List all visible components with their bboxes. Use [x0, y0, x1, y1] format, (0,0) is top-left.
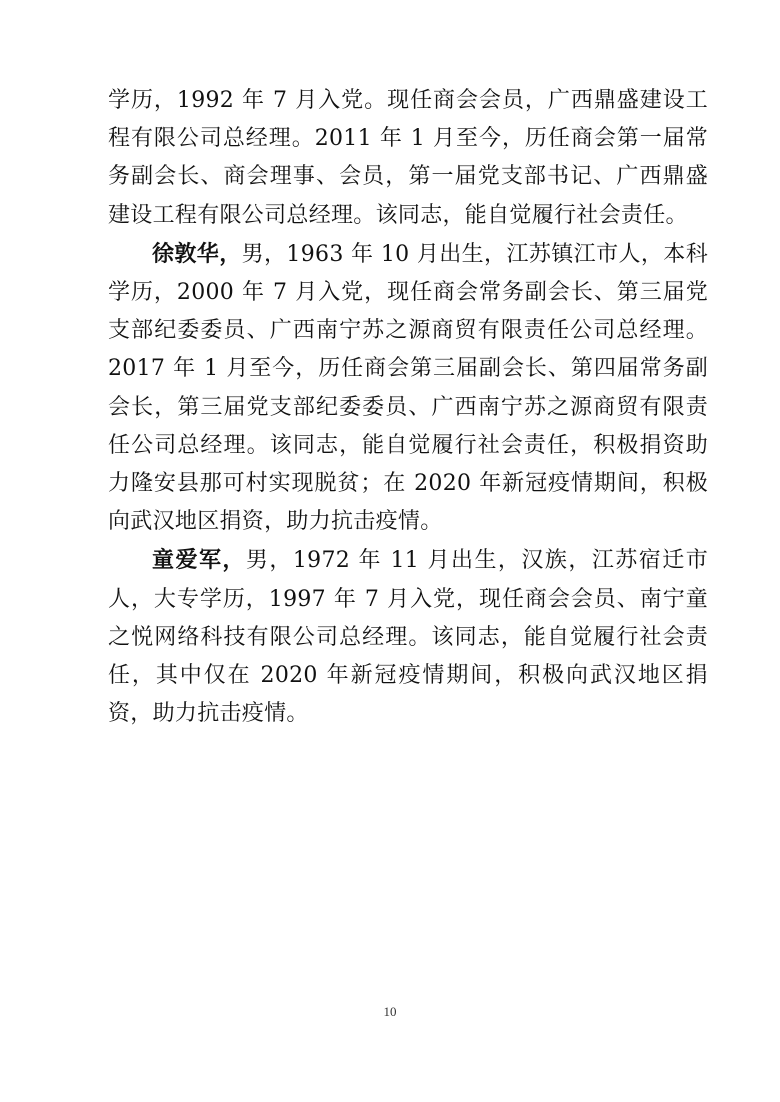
paragraph-continuation [108, 82, 708, 235]
paragraph-profile-tong-aijun [108, 541, 708, 733]
document-body [108, 82, 708, 733]
person-name: 童爱军， [152, 547, 246, 574]
paragraph-text: 学历，1992 年 7 月入党。现任商会会员，广西鼎盛建设工程有限公司总经理。2011 年 1 月至今，历任商会第一届常务副会长、商会理事、会员，第一届党支部书记、广西鼎盛建设工程有限公司总经理。该同志，能自觉履行社会责任。 [108, 88, 708, 228]
page-number: 10 [383, 1004, 397, 1019]
paragraph-profile-xu-dunhua [108, 235, 708, 542]
paragraph-text: 男，1972 年 11 月出生，汉族，江苏宿迁市人，大专学历，1997 年 7 月入党，现任商会会员、南宁童之悦网络科技有限公司总经理。该同志，能自觉履行社会责任，其中仅在 2020 年新冠疫情期间，积极向武汉地区捐资，助力抗击疫情。 [108, 548, 709, 727]
person-name: 徐敦华， [152, 240, 242, 267]
paragraph-text: 男，1963 年 10 月出生，江苏镇江市人，本科学历，2000 年 7 月入党，现任商会常务副会长、第三届党支部纪委委员、广西南宁苏之源商贸有限责任公司总经理。2017 年 1 月至今，历任商会第三届副会长、第四届常务副会长，第三届党支部纪委委员、广西南宁苏之源商贸有限责任公司总经理。该同志，能自觉履行社会责任，积极捐资助力隆安县那可村实现脱贫；在 2020 年新冠疫情期间，积极向武汉地区捐资，助力抗击疫情。 [108, 241, 708, 535]
